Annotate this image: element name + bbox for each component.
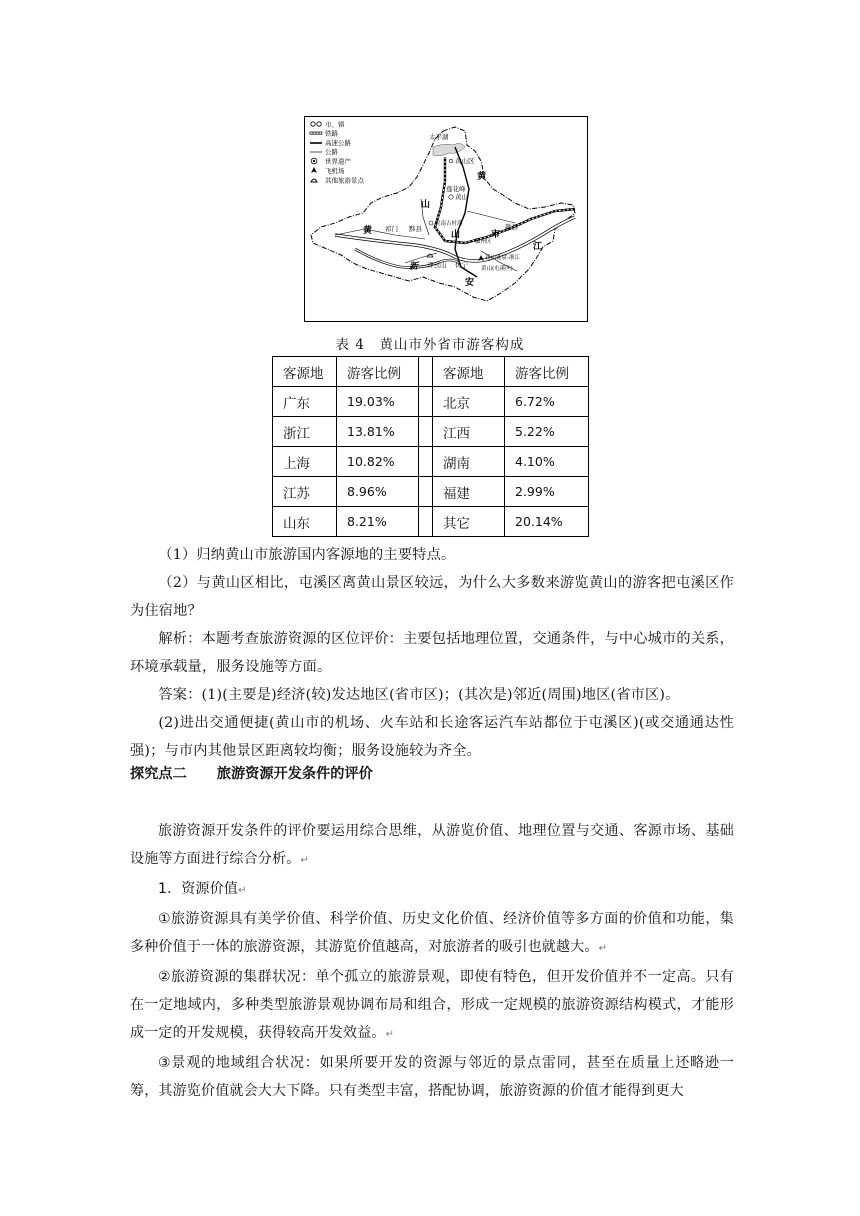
legend-scenic-label: 其他旅游景点	[325, 176, 364, 185]
table-row	[273, 477, 589, 507]
question-1: （1）归纳黄山市旅游国内客源地的主要特点。	[158, 547, 456, 563]
section-number: 探究点二	[130, 766, 187, 782]
label-village: 皖南古村落	[435, 221, 463, 227]
question-2: （2）与黄山区相比，屯溪区离黄山景区较远，为什么大多数来游览黄山的游客把屯溪区作为住宿地？	[130, 575, 734, 619]
header-origin-1: 客源地	[273, 357, 337, 387]
table-cell: 江苏	[273, 477, 337, 507]
legend-expressway-label: 高速公路	[325, 139, 351, 147]
legend-railway-label: 铁路	[325, 129, 338, 138]
label-qiyunshan: 齐云山	[427, 261, 447, 269]
analysis-text: 解析：本题考查旅游资源的区位评价：主要包括地理位置，交通条件，与中心城市的关系，环境承载量，服务设施等方面。	[130, 631, 734, 675]
table-row	[273, 507, 589, 537]
answer-1: 答案：(1)(主要是)经济(较)发达地区(省市区)；(其次是)邻近(周围)地区(省市区)。	[158, 687, 680, 703]
label-huangshan-district: 黄山区	[455, 157, 475, 165]
label-taiping: 太平湖	[429, 133, 449, 141]
table-cell: 6.72%	[505, 387, 589, 417]
table-cell: 19.03%	[337, 387, 419, 417]
intro-paragraph: 旅游资源开发条件的评价要运用综合思维，从游览价值、地理位置与交通、客源市场、基础设施等方面进行综合分析。↵	[130, 823, 734, 867]
section-body	[130, 817, 734, 1105]
table-cell: 8.96%	[337, 477, 419, 507]
table-cell: 上海	[273, 447, 337, 477]
legend-road-label: 公路	[325, 148, 338, 156]
section-title: 旅游资源开发条件的评价	[216, 766, 373, 782]
world-heritage-icon	[311, 158, 317, 164]
legend-heritage-label: 世界遗产	[325, 157, 351, 166]
paragraph-3: ③景观的地域组合状况：如果所要开发的资源与邻近的景点雷同，甚至在质量上还略逊一筹，其游览价值就会大大下降。只有类型丰富，搭配协调，旅游资源的价值才能得到更大	[130, 1055, 734, 1099]
label-xin: 新	[409, 262, 419, 272]
table-cell: 13.81%	[337, 417, 419, 447]
label-yixian: 黟县	[409, 225, 422, 233]
table-cell: 山东	[273, 507, 337, 537]
scenic-spot-icon	[311, 179, 317, 182]
label-an: 安	[465, 278, 475, 288]
table-cell: 广东	[273, 387, 337, 417]
section-heading	[130, 763, 373, 783]
table-cell: 8.21%	[337, 507, 419, 537]
table-gap-cell	[419, 387, 433, 417]
question-block	[130, 541, 734, 765]
label-cave: 花山谜窟-浙江	[485, 255, 520, 261]
table-cell: 4.10%	[505, 447, 589, 477]
label-shi: 市	[491, 230, 501, 240]
table-gap-cell	[419, 417, 433, 447]
table-cell: 江西	[433, 417, 505, 447]
table-cell: 2.99%	[505, 477, 589, 507]
table-gap-cell	[419, 477, 433, 507]
table-gap-cell	[419, 447, 433, 477]
taiping-lake	[433, 143, 465, 155]
tourist-source-table	[272, 356, 589, 537]
subheading-resource-value: 1．资源价值↵	[158, 881, 247, 897]
table-cell: 5.22%	[505, 417, 589, 447]
label-shan2: 山	[451, 230, 461, 240]
railway-icon	[310, 132, 322, 134]
label-huang: 黄	[477, 172, 487, 182]
airport-icon	[311, 167, 317, 173]
label-huangshan-peak: 黄山	[455, 193, 468, 201]
label-shexian: 歙县	[505, 223, 518, 231]
huangshan-map	[304, 116, 588, 322]
table-row	[273, 417, 589, 447]
table-row	[273, 447, 589, 477]
table-gap-cell	[419, 507, 433, 537]
city-icon	[311, 122, 321, 126]
table-row	[273, 387, 589, 417]
label-huizhou: 徽州区	[475, 239, 492, 245]
legend-city-label: 市、镇	[325, 120, 345, 129]
paragraph-1: ①旅游资源具有美学价值、科学价值、历史文化价值、经济价值等多方面的价值和功能，集多种价值于一体的旅游资源，其游览价值越高，对旅游者的吸引也就越大。↵	[130, 911, 734, 955]
table-cell: 浙江	[273, 417, 337, 447]
table-cell: 20.14%	[505, 507, 589, 537]
paragraph-2: ②旅游资源的集群状况：单个孤立的旅游景观，即使有特色，但开发价值并不一定高。只有在一定地域内，多种类型旅游景观协调布局和组合，形成一定规模的旅游资源结构模式，才能形成一定的开发规模，获得较高开发效益。↵	[130, 969, 734, 1041]
label-qimen: 祁门	[385, 225, 398, 233]
table-cell: 福建	[433, 477, 505, 507]
label-tunxi: 黄山(屯溪区)	[481, 266, 513, 272]
expressway-line	[455, 147, 477, 277]
table-cell: 其它	[433, 507, 505, 537]
table-cell: 北京	[433, 387, 505, 417]
answer-2: (2)进出交通便捷(黄山市的机场、火车站和长途客运汽车站都位于屯溪区)(或交通通达性强)；与市内其他景区距离较均衡；服务设施较为齐全。	[130, 715, 734, 759]
header-ratio-1: 游客比例	[337, 357, 419, 387]
label-xiuning: 休宁	[455, 261, 468, 269]
header-ratio-2: 游客比例	[505, 357, 589, 387]
header-origin-2: 客源地	[433, 357, 505, 387]
label-jiang: 江	[533, 242, 543, 252]
table-cell: 10.82%	[337, 447, 419, 477]
legend-airport-label: 飞机场	[325, 167, 345, 175]
label-huang2: 黄	[363, 226, 373, 236]
label-lianhua: 莲花峰	[446, 185, 466, 193]
table-header-row	[273, 357, 589, 387]
label-shan1: 山	[421, 200, 431, 210]
table-cell: 湖南	[433, 447, 505, 477]
table-gap-cell	[419, 357, 433, 387]
map-legend	[310, 120, 365, 185]
table-caption: 表 4 黄山市外省市游客构成	[335, 337, 525, 353]
